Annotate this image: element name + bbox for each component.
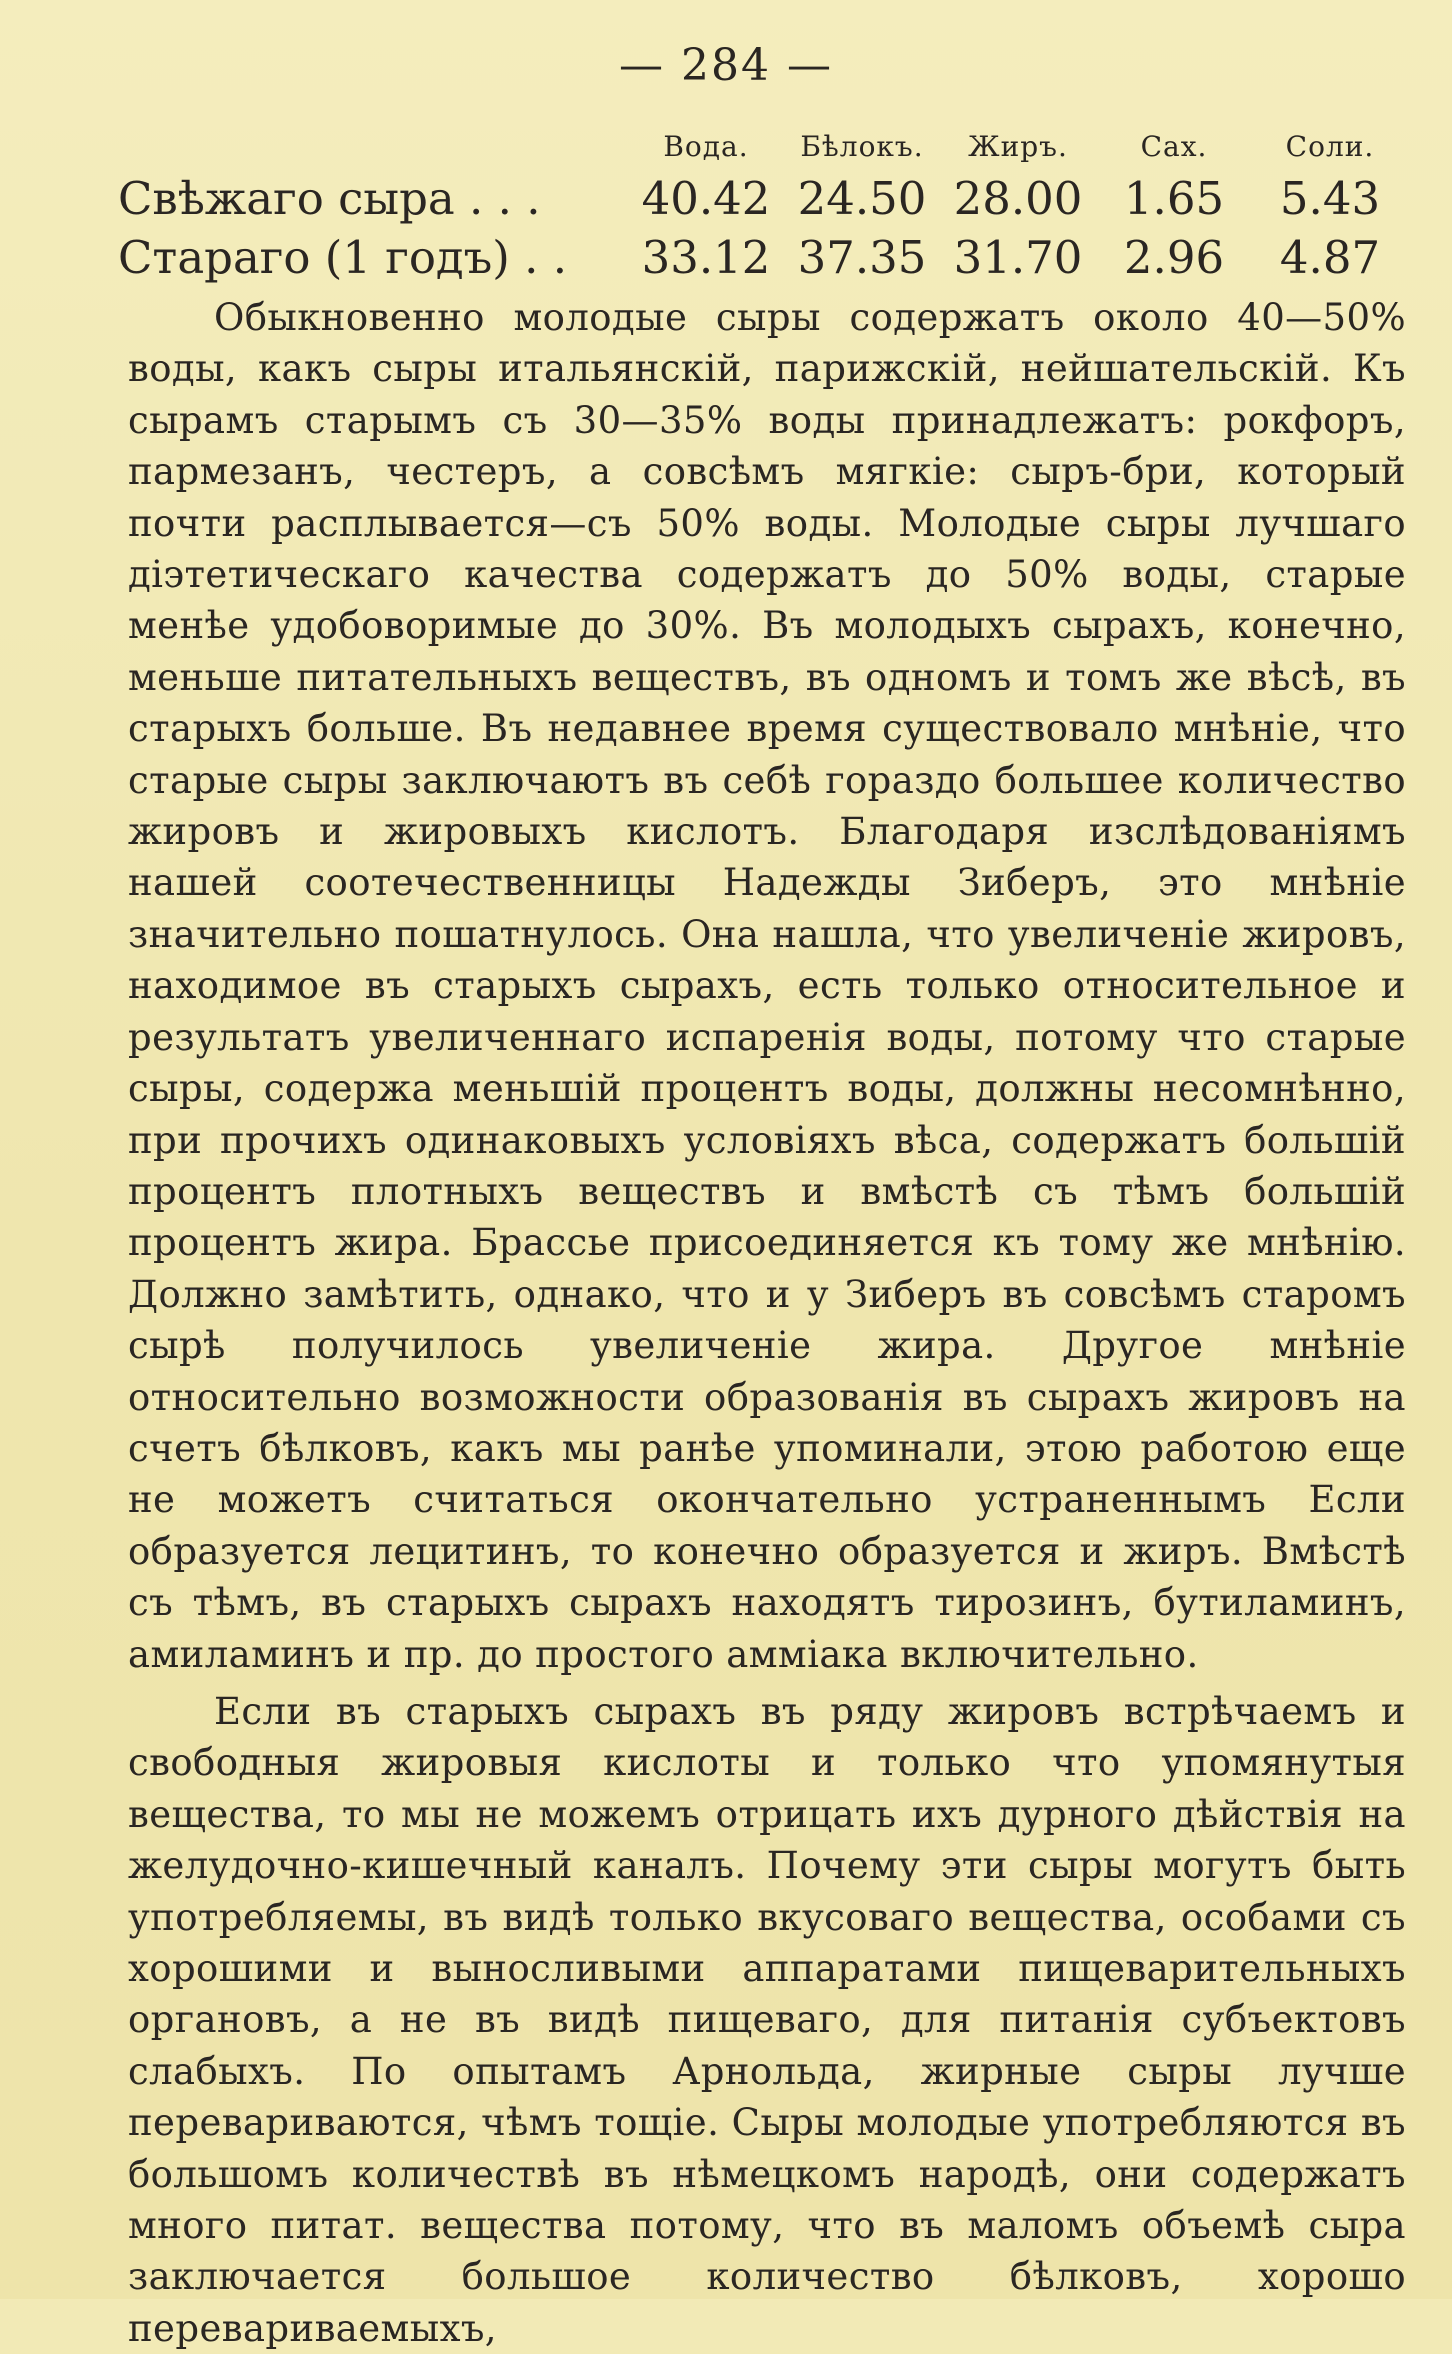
column-header-fat: Жиръ. bbox=[968, 130, 1068, 163]
body-text bbox=[128, 292, 1406, 2354]
table-cell: 1.65 bbox=[1123, 172, 1225, 225]
column-header-salts: Соли. bbox=[1285, 130, 1375, 163]
table-cell: 24.50 bbox=[797, 172, 927, 225]
table-cell: 40.42 bbox=[641, 172, 771, 225]
cheese-composition-table bbox=[118, 130, 1408, 287]
table-cell: 33.12 bbox=[641, 231, 771, 284]
table-cell: 2.96 bbox=[1123, 231, 1225, 284]
table-header-row bbox=[118, 130, 1408, 169]
table-cell: 4.87 bbox=[1279, 231, 1381, 284]
table-cell: 28.00 bbox=[953, 172, 1083, 225]
table-row bbox=[118, 228, 1408, 287]
table-cell: 31.70 bbox=[953, 231, 1083, 284]
page-number: — 284 — bbox=[619, 40, 833, 91]
column-header-sugar: Сах. bbox=[1140, 130, 1208, 163]
column-header-protein: Бѣлокъ. bbox=[800, 130, 924, 163]
table-header-blank bbox=[118, 130, 628, 169]
column-header-water: Вода. bbox=[663, 130, 749, 163]
paragraph: Если въ старыхъ сырахъ въ ряду жировъ встрѣчаемъ и свободныя жировыя кислоты и только что упомянутыя вещества, то мы не можемъ отрицать ихъ дурного дѣйствія на желудочно-кишечный каналъ. Почему эти сыры могутъ быть употребляемы, въ видѣ только вкусоваго вещества, особами съ хорошими и выносливыми аппаратами пищеварительныхъ органовъ, а не въ видѣ пищеваго, для питанія субъектовъ слабыхъ. По опытамъ Арнольда, жирные сыры лучше перевариваются, чѣмъ тощіе. Сыры молодые употребляются въ большомъ количествѣ въ нѣмецкомъ народѣ, они содержатъ много питат. вещества потому, что въ маломъ объемѣ сыра заключается большое количество бѣлковъ, хорошо перевариваемыхъ, bbox=[128, 1689, 1406, 2350]
table-cell: 37.35 bbox=[797, 231, 927, 284]
table-row bbox=[118, 169, 1408, 228]
table-cell: 5.43 bbox=[1279, 172, 1381, 225]
paragraph: Обыкновенно молодые сыры содержатъ около 40—50% воды, какъ сыры итальянскій, парижскій, нейшательскій. Къ сырамъ старымъ съ 30—35% воды принадлежатъ: рокфоръ, пармезанъ, честеръ, а совсѣмъ мягкіе: сыръ-бри, который почти расплывается—съ 50% воды. Молодые сыры лучшаго діэтетическаго качества содержатъ до 50% воды, старые менѣе удобоворимые до 30%. Въ молодыхъ сырахъ, конечно, меньше питательныхъ веществъ, въ одномъ и томъ же вѣсѣ, въ старыхъ больше. Въ недавнее время существовало мнѣніе, что старые сыры заключаютъ въ себѣ гораздо большее количество жировъ и жировыхъ кислотъ. Благодаря изслѣдованіямъ нашей соотечественницы Надежды Зиберъ, это мнѣніе значительно пошатнулось. Она нашла, что увеличеніе жировъ, находимое въ старыхъ сырахъ, есть только относительное и результатъ увеличеннаго испаренія воды, потому что старые сыры, содержа меньшій процентъ воды, должны несомнѣнно, при прочихъ одинаковыхъ условіяхъ вѣса, содержатъ большій процентъ плотныхъ веществъ и вмѣстѣ съ тѣмъ большій процентъ жира. Брассье присоединяется къ тому же мнѣнію. Должно замѣтить, однако, что и у Зиберъ въ совсѣмъ старомъ сырѣ получилось увеличеніе жира. Другое мнѣніе относительно возможности образованія въ сырахъ жировъ на счетъ бѣлковъ, какъ мы ранѣе упоминали, этою работою еще не можетъ считаться окончательно устраненнымъ Если образуется лецитинъ, то конечно образуется и жиръ. Вмѣстѣ съ тѣмъ, въ старыхъ сырахъ находятъ тирозинъ, бутиламинъ, амиламинъ и пр. до простого аммiака включительно. bbox=[128, 296, 1406, 1676]
row-label: Свѣжаго сыра . . . bbox=[118, 172, 541, 225]
row-label: Стараго (1 годъ) . . bbox=[118, 231, 568, 284]
